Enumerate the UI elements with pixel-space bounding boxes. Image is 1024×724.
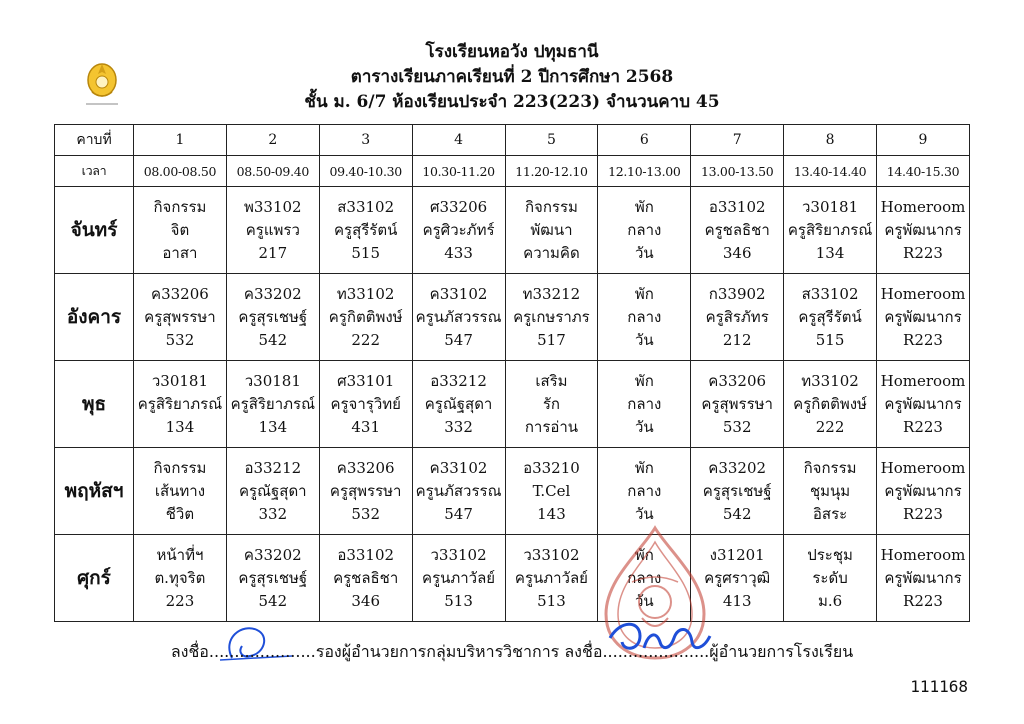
- subject-code: ประชุม: [807, 545, 853, 564]
- teacher-name: ครูพัฒนากร: [884, 481, 962, 500]
- schedule-cell: [226, 448, 319, 535]
- signature-line: ลงชื่อ.....................รองผู้อำนวยการกลุ่มบริหารวิชาการ ลงชื่อ.....................ผู้อำนวยการโรงเรียน: [170, 642, 854, 661]
- subject-code: พัก: [634, 371, 654, 390]
- day-row: [55, 274, 970, 361]
- subject-code: ค33202: [243, 545, 302, 564]
- room-number: R223: [903, 243, 943, 262]
- schedule-cell: [598, 361, 691, 448]
- period-number: 2: [226, 125, 319, 156]
- schedule-cell: [505, 361, 598, 448]
- subject-code: ว33102: [430, 545, 487, 564]
- schedule-cell: [226, 274, 319, 361]
- room-number: 547: [444, 330, 473, 349]
- room-number: 332: [258, 504, 288, 523]
- term-title: ตารางเรียนภาคเรียนที่ 2 ปีการศึกษา 2568: [350, 67, 674, 87]
- schedule-cell: [598, 274, 691, 361]
- schedule-cell: [319, 361, 412, 448]
- subject-code: กิจกรรม: [803, 458, 857, 477]
- teacher-name: ครูนภัสวรรณ: [415, 481, 502, 500]
- subject-code: พัก: [634, 197, 654, 216]
- room-number: 222: [351, 330, 380, 349]
- schedule-cell: [784, 448, 877, 535]
- room-number: ความคิด: [523, 243, 580, 262]
- subject-code: กิจกรรม: [524, 197, 578, 216]
- period-time: 13.00-13.50: [691, 156, 784, 187]
- room-number: วัน: [634, 243, 654, 262]
- schedule-cell: [877, 361, 970, 448]
- subject-code: พัก: [634, 458, 654, 477]
- teacher-name: ครูพัฒนากร: [884, 568, 962, 587]
- schedule-cell: [505, 535, 598, 622]
- room-number: 222: [815, 417, 845, 436]
- schedule-cell: [134, 187, 227, 274]
- class-info: ชั้น ม. 6/7 ห้องเรียนประจำ 223(223) จำนวนคาบ 45: [304, 92, 720, 112]
- teacher-name: ครูสุพรรษา: [144, 307, 216, 326]
- day-row: [55, 361, 970, 448]
- room-number: 134: [815, 243, 845, 262]
- schedule-cell: [319, 274, 412, 361]
- room-number: 212: [722, 330, 752, 349]
- teacher-name: ครูสิริยาภรณ์: [787, 220, 873, 239]
- subject-code: พัก: [634, 284, 654, 303]
- room-number: 542: [258, 591, 288, 610]
- room-number: 433: [444, 243, 473, 262]
- school-name: โรงเรียนหอวัง ปทุมธานี: [425, 42, 599, 62]
- subject-code: ง31201: [709, 545, 765, 564]
- teacher-name: ครูกิตติพงษ์: [793, 394, 867, 413]
- room-number: อาสา: [162, 243, 198, 262]
- timetable: [54, 124, 970, 622]
- period-time: 08.00-08.50: [134, 156, 227, 187]
- room-number: วัน: [634, 591, 654, 610]
- time-header: เวลา: [55, 156, 134, 187]
- period-time: 09.40-10.30: [319, 156, 412, 187]
- schedule-cell: [784, 361, 877, 448]
- schedule-cell: [691, 361, 784, 448]
- subject-code: อ33210: [523, 458, 580, 477]
- subject-code: ว30181: [151, 371, 208, 390]
- room-number: ชีวิต: [165, 504, 195, 523]
- subject-code: ส33102: [801, 284, 859, 303]
- teacher-name: ระดับ: [812, 568, 848, 587]
- subject-code: ส33102: [337, 197, 395, 216]
- teacher-name: ครูสิรภัทร: [705, 307, 769, 326]
- subject-code: ค33206: [336, 458, 395, 477]
- room-number: 431: [351, 417, 380, 436]
- teacher-name: ครูพัฒนากร: [884, 394, 962, 413]
- document-header: [0, 40, 1024, 115]
- schedule-cell: [319, 187, 412, 274]
- schedule-cell: [412, 448, 505, 535]
- subject-code: อ33102: [708, 197, 766, 216]
- subject-code: Homeroom: [880, 371, 966, 390]
- room-number: 413: [722, 591, 752, 610]
- subject-code: อ33102: [337, 545, 395, 564]
- schedule-cell: [226, 535, 319, 622]
- subject-code: หน้าที่ฯ: [156, 545, 204, 564]
- teacher-name: พัฒนา: [530, 220, 573, 239]
- subject-code: พัก: [634, 545, 654, 564]
- room-number: 346: [351, 591, 380, 610]
- schedule-cell: [319, 535, 412, 622]
- subject-code: ว30181: [801, 197, 859, 216]
- schedule-cell: [226, 187, 319, 274]
- day-name: พฤหัสฯ: [55, 448, 134, 535]
- teacher-name: ครูสุรีรัตน์: [334, 220, 398, 239]
- schedule-cell: [784, 187, 877, 274]
- schedule-cell: [412, 535, 505, 622]
- subject-code: ศ33206: [429, 197, 488, 216]
- teacher-name: ชุมนุม: [809, 481, 851, 500]
- subject-code: ค33102: [429, 458, 488, 477]
- teacher-name: ครูศราวุฒิ: [704, 568, 771, 587]
- teacher-name: ครูสุรเชษฐ์: [238, 307, 308, 326]
- subject-code: ค33202: [708, 458, 767, 477]
- period-number: 6: [598, 125, 691, 156]
- room-number: วัน: [634, 417, 654, 436]
- subject-code: ค33202: [243, 284, 302, 303]
- teacher-name: ครูสุพรรษา: [701, 394, 773, 413]
- room-number: 513: [537, 591, 566, 610]
- day-name: จันทร์: [55, 187, 134, 274]
- teacher-name: ครูสิริยาภรณ์: [230, 394, 315, 413]
- teacher-name: ครูสิริยาภรณ์: [137, 394, 223, 413]
- subject-code: เสริม: [535, 371, 568, 390]
- period-time: 10.30-11.20: [412, 156, 505, 187]
- room-number: R223: [903, 591, 943, 610]
- subject-code: Homeroom: [880, 197, 966, 216]
- room-number: ม.6: [817, 591, 843, 610]
- subject-code: Homeroom: [880, 458, 966, 477]
- subject-code: Homeroom: [880, 545, 966, 564]
- teacher-name: ครูณัฐสุดา: [424, 394, 493, 413]
- schedule-cell: [691, 187, 784, 274]
- subject-code: กิจกรรม: [153, 197, 207, 216]
- room-number: 217: [258, 243, 288, 262]
- subject-code: ท33212: [522, 284, 581, 303]
- period-number: 8: [784, 125, 877, 156]
- room-number: R223: [903, 417, 943, 436]
- teacher-name: ครูแพรว: [245, 220, 300, 239]
- teacher-name: ครูนภาวัลย์: [514, 568, 588, 587]
- teacher-name: เส้นทาง: [154, 481, 206, 500]
- teacher-name: ต.ทุจริต: [154, 568, 206, 587]
- period-row: [55, 125, 970, 156]
- teacher-name: จิต: [170, 220, 190, 239]
- schedule-cell: [412, 187, 505, 274]
- room-number: R223: [903, 330, 943, 349]
- room-number: วัน: [634, 504, 654, 523]
- subject-code: อ33212: [244, 458, 302, 477]
- day-name: พุธ: [55, 361, 134, 448]
- period-number: 5: [505, 125, 598, 156]
- teacher-name: ครูพัฒนากร: [884, 307, 962, 326]
- teacher-name: ครูสุรีรัตน์: [798, 307, 862, 326]
- schedule-cell: [784, 535, 877, 622]
- teacher-name: รัก: [542, 394, 560, 413]
- teacher-name: ครูสุพรรษา: [329, 481, 402, 500]
- subject-code: พ33102: [244, 197, 302, 216]
- room-number: 223: [165, 591, 195, 610]
- day-name: ศุกร์: [55, 535, 134, 622]
- schedule-cell: [226, 361, 319, 448]
- teacher-name: กลาง: [627, 394, 662, 413]
- teacher-name: T.Cel: [532, 481, 571, 500]
- room-number: 346: [722, 243, 752, 262]
- room-number: 517: [537, 330, 566, 349]
- room-number: อิสระ: [812, 504, 848, 523]
- period-time: 14.40-15.30: [877, 156, 970, 187]
- room-number: 513: [444, 591, 473, 610]
- teacher-name: ครูพัฒนากร: [884, 220, 962, 239]
- room-number: 532: [165, 330, 195, 349]
- schedule-cell: [505, 187, 598, 274]
- schedule-cell: [505, 448, 598, 535]
- schedule-cell: [877, 535, 970, 622]
- teacher-name: ครูนภัสวรรณ: [415, 307, 502, 326]
- teacher-name: ครูณัฐสุดา: [239, 481, 307, 500]
- teacher-name: ครูสุรเชษฐ์: [702, 481, 772, 500]
- teacher-name: ครูนภาวัลย์: [422, 568, 496, 587]
- schedule-cell: [505, 274, 598, 361]
- subject-code: ค33102: [429, 284, 488, 303]
- schedule-cell: [877, 187, 970, 274]
- schedule-cell: [877, 274, 970, 361]
- schedule-cell: [784, 274, 877, 361]
- room-number: R223: [903, 504, 943, 523]
- subject-code: ว30181: [244, 371, 301, 390]
- room-number: 542: [258, 330, 288, 349]
- period-number: 3: [319, 125, 412, 156]
- room-number: 515: [351, 243, 380, 262]
- day-name: อังคาร: [55, 274, 134, 361]
- teacher-name: ครูชลธิชา: [704, 220, 770, 239]
- room-number: การอ่าน: [524, 417, 579, 436]
- schedule-cell: [412, 361, 505, 448]
- subject-code: ท33102: [336, 284, 395, 303]
- period-time: 12.10-13.00: [598, 156, 691, 187]
- subject-code: ศ33101: [337, 371, 395, 390]
- teacher-name: ครูชลธิชา: [333, 568, 399, 587]
- period-time: 08.50-09.40: [226, 156, 319, 187]
- day-row: [55, 187, 970, 274]
- schedule-cell: [134, 535, 227, 622]
- teacher-name: กลาง: [627, 220, 662, 239]
- period-header: คาบที่: [55, 125, 134, 156]
- schedule-cell: [598, 187, 691, 274]
- teacher-name: ครูจารุวิทย์: [330, 394, 401, 413]
- schedule-cell: [412, 274, 505, 361]
- period-time: 11.20-12.10: [505, 156, 598, 187]
- room-number: 547: [444, 504, 473, 523]
- teacher-name: กลาง: [627, 568, 662, 587]
- room-number: 332: [444, 417, 473, 436]
- teacher-name: ครูศิวะภัทร์: [422, 220, 495, 239]
- room-number: 134: [165, 417, 195, 436]
- teacher-name: กลาง: [627, 481, 662, 500]
- room-number: 542: [722, 504, 752, 523]
- room-number: 134: [258, 417, 288, 436]
- period-number: 4: [412, 125, 505, 156]
- schedule-cell: [134, 448, 227, 535]
- schedule-cell: [877, 448, 970, 535]
- schedule-cell: [134, 274, 227, 361]
- teacher-name: ครูเกษราภร: [513, 307, 590, 326]
- period-number: 1: [134, 125, 227, 156]
- subject-code: ค33206: [708, 371, 767, 390]
- subject-code: อ33212: [430, 371, 487, 390]
- period-number: 7: [691, 125, 784, 156]
- room-number: 532: [351, 504, 380, 523]
- subject-code: ท33102: [801, 371, 859, 390]
- room-number: วัน: [634, 330, 654, 349]
- period-number: 9: [877, 125, 970, 156]
- subject-code: ว33102: [523, 545, 580, 564]
- period-time: 13.40-14.40: [784, 156, 877, 187]
- schedule-cell: [134, 361, 227, 448]
- subject-code: ก33902: [708, 284, 766, 303]
- room-number: 515: [815, 330, 845, 349]
- teacher-name: ครูสุรเชษฐ์: [238, 568, 308, 587]
- day-row: [55, 535, 970, 622]
- teacher-name: กลาง: [627, 307, 662, 326]
- room-number: 143: [537, 504, 566, 523]
- teacher-name: ครูกิตติพงษ์: [328, 307, 403, 326]
- time-row: [55, 156, 970, 187]
- subject-code: กิจกรรม: [153, 458, 207, 477]
- subject-code: Homeroom: [880, 284, 966, 303]
- schedule-cell: [691, 274, 784, 361]
- subject-code: ค33206: [151, 284, 209, 303]
- schedule-cell: [319, 448, 412, 535]
- day-row: [55, 448, 970, 535]
- room-number: 532: [722, 417, 752, 436]
- document-code: 111168: [910, 677, 968, 696]
